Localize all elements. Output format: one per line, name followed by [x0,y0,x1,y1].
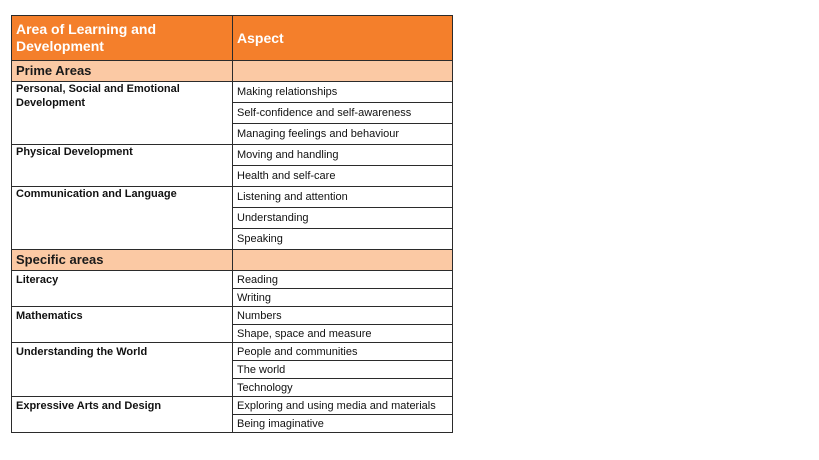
section-label-prime: Prime Areas [12,61,233,82]
table-row [12,343,453,361]
area-mathematics: Mathematics [12,307,233,343]
section-empty-cell [233,250,453,271]
area-personal-social: Personal, Social and Emotional Development [12,82,233,145]
header-area: Area of Learning and Development [12,16,233,61]
aspect-cell: Writing [233,289,453,307]
area-literacy: Literacy [12,271,233,307]
area-understanding-world: Understanding the World [12,343,233,397]
section-row-prime [12,61,453,82]
aspect-cell: Speaking [233,229,453,250]
aspect-cell: Listening and attention [233,187,453,208]
learning-areas-table [11,15,453,433]
aspect-cell: People and communities [233,343,453,361]
aspect-cell: Being imaginative [233,415,453,433]
area-physical: Physical Development [12,145,233,187]
aspect-cell: Self-confidence and self-awareness [233,103,453,124]
aspect-cell: Health and self-care [233,166,453,187]
table-row [12,187,453,208]
aspect-cell: Managing feelings and behaviour [233,124,453,145]
table-row [12,397,453,415]
aspect-cell: Making relationships [233,82,453,103]
table-row [12,82,453,103]
aspect-cell: Technology [233,379,453,397]
aspect-cell: Exploring and using media and materials [233,397,453,415]
aspect-cell: Shape, space and measure [233,325,453,343]
aspect-cell: The world [233,361,453,379]
aspect-cell: Reading [233,271,453,289]
table-header-row [12,16,453,61]
table-row [12,271,453,289]
aspect-cell: Moving and handling [233,145,453,166]
aspect-cell: Numbers [233,307,453,325]
aspect-cell: Understanding [233,208,453,229]
area-expressive-arts: Expressive Arts and Design [12,397,233,433]
section-row-specific [12,250,453,271]
header-aspect: Aspect [233,16,453,61]
section-empty-cell [233,61,453,82]
table-row [12,145,453,166]
table-row [12,307,453,325]
area-communication: Communication and Language [12,187,233,250]
section-label-specific: Specific areas [12,250,233,271]
